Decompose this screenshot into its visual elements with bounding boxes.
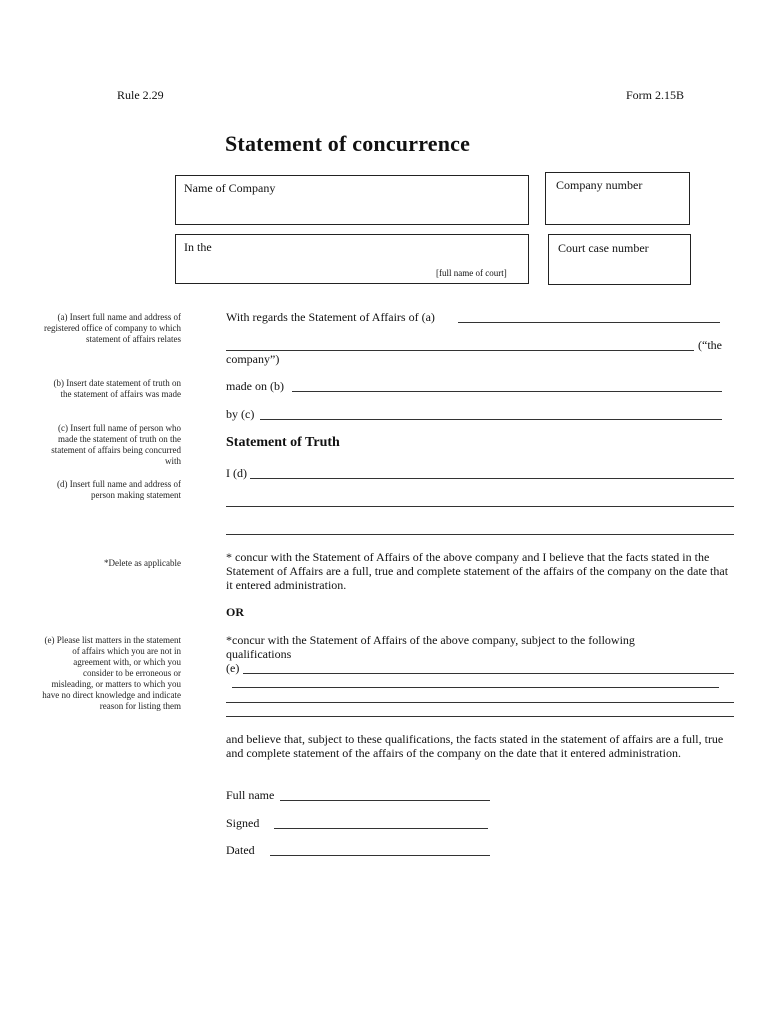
full-name-line[interactable] [280,800,490,801]
believe-statement: and believe that, subject to these qualifications, the facts stated in the statement of affairs are a full, true and complete statement of the affairs of the company on the date that it entered administration. [226,732,724,760]
or-label: OR [226,605,244,619]
note-c: (c) Insert full name of person who made the statement of truth on the statement of affairs being concurred with [51,423,181,466]
court-case-number-field[interactable] [548,234,691,285]
made-on-label: made on (b) [226,379,284,393]
company-name-field[interactable] [175,175,529,225]
company-number-label: Company number [556,178,643,192]
statement-of-truth-heading: Statement of Truth [226,435,340,450]
full-name-label: Full name [226,788,275,802]
i-d-line-3[interactable] [226,534,734,535]
i-d-line-2[interactable] [226,506,734,507]
note-delete: *Delete as applicable [104,558,181,568]
in-the-label: In the [184,240,212,254]
qualification-line-3[interactable] [226,702,734,703]
concur-statement-2: *concur with the Statement of Affairs of the above company, subject to the following qualifications [226,633,635,661]
made-on-line[interactable] [292,391,722,392]
concur-statement-1: * concur with the Statement of Affairs of the above company and I believe that the facts stated in the Statement of Affairs are a full, true and complete statement of the affairs of the company on the date that it entered administration. [226,550,729,592]
court-case-number-label: Court case number [558,241,649,255]
qualification-line-2[interactable] [232,687,719,688]
company-close: company”) [226,352,280,366]
i-d-label: I (d) [226,466,247,480]
court-name-hint: [full name of court] [436,268,507,278]
e-label: (e) [226,661,240,675]
rule-number: Rule 2.29 [117,88,164,102]
company-number-field[interactable] [545,172,690,225]
signed-label: Signed [226,816,260,830]
qualification-line-1[interactable] [243,673,734,674]
dated-label: Dated [226,843,255,857]
qualification-line-4[interactable] [226,716,734,717]
regards-label: With regards the Statement of Affairs of (a) [226,310,435,324]
note-e: (e) Please list matters in the statement of affairs which you are not in agreement with, or which you consider to be erroneous or misleading, or matters to which you have no direct knowledge and indicate reason for listing them [42,635,181,711]
company-of-a-line[interactable] [458,322,720,323]
i-d-line[interactable] [250,478,734,479]
note-a: (a) Insert full name and address of registered office of company to which statement of affairs relates [43,312,181,344]
company-name-label: Name of Company [184,181,276,195]
signed-line[interactable] [274,828,488,829]
form-number: Form 2.15B [626,88,685,102]
note-b: (b) Insert date statement of truth on the statement of affairs was made [53,378,181,399]
dated-line[interactable] [270,855,490,856]
by-label: by (c) [226,407,255,421]
court-name-field[interactable] [175,234,529,284]
page-title: Statement of concurrence [225,131,471,156]
the-company-quote: (“the [698,338,722,352]
company-of-a-line-2[interactable] [226,350,694,351]
by-line[interactable] [260,419,722,420]
note-d: (d) Insert full name and address of person making statement [57,479,181,500]
